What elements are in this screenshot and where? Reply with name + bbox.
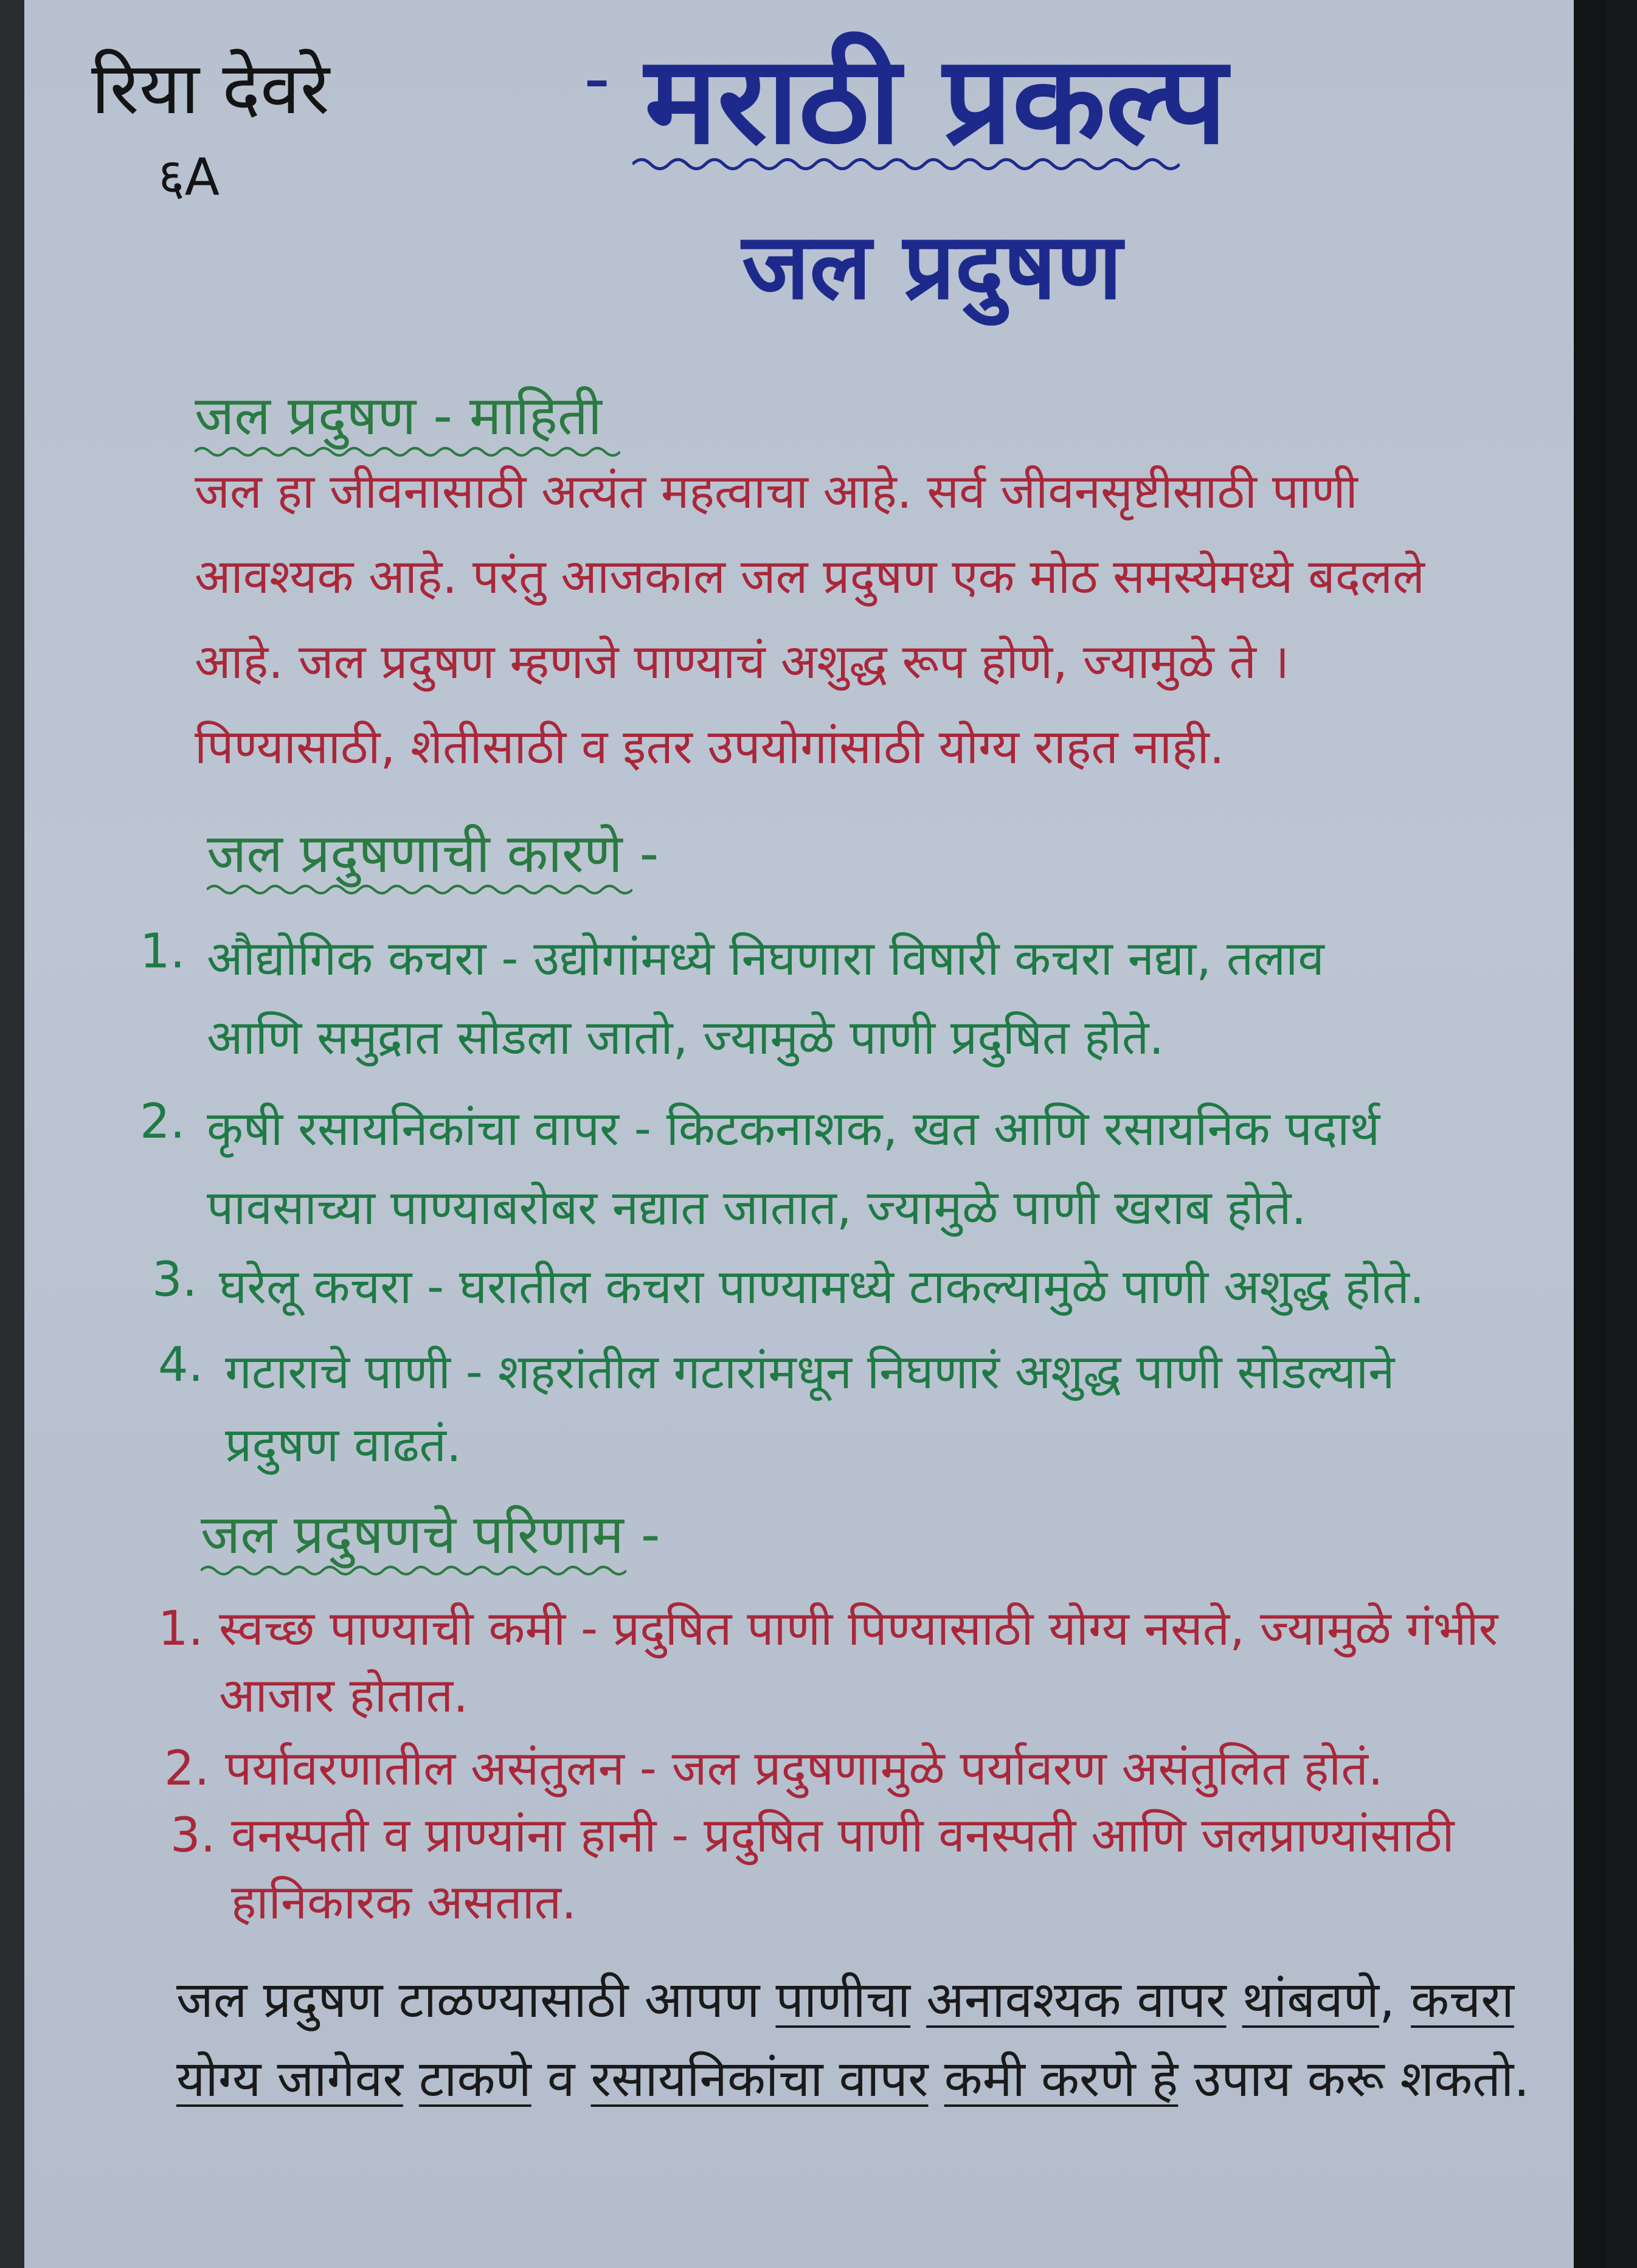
conclusion-1-text-b <box>910 1971 926 2029</box>
conclusion-2-text-d: उपाय करू शकतो. <box>1178 2050 1530 2108</box>
conclusion-2-underline-3: रसायनिकांचा वापर <box>590 2050 929 2108</box>
conclusion-2-underline-1: योग्य जागेवर <box>176 2050 403 2108</box>
conclusion-1-underline-4: कचरा <box>1411 1971 1514 2029</box>
effect-3-line-2: हानिकारक असतात. <box>231 1875 577 1930</box>
effect-1-line-2: आजार होतात. <box>219 1668 469 1723</box>
board-edge-left <box>0 0 24 2268</box>
cause-3-line-1: घरेलू कचरा - घरातील कचरा पाण्यामध्ये टाकल्यामुळे पाणी अशुद्ध होते. <box>219 1260 1425 1315</box>
effect-3-number: 3. <box>170 1808 216 1863</box>
cause-4-number: 4. <box>158 1338 204 1392</box>
board-edge-right <box>1574 0 1605 2268</box>
project-subtitle: जल प्रदुषण <box>742 214 1123 320</box>
cause-4-line-2: प्रदुषण वाढतं. <box>225 1418 462 1473</box>
cause-2-line-1: कृषी रसायनिकांचा वापर - किटकनाशक, खत आणि रसायनिक पदार्थ <box>207 1102 1380 1156</box>
cause-1-line-2: आणि समुद्रात सोडला जातो, ज्यामुळे पाणी प्रदुषित होते. <box>207 1011 1165 1065</box>
cause-2-line-2: पावसाच्या पाण्याबरोबर नद्यात जातात, ज्यामुळे पाणी खराब होते. <box>207 1181 1307 1236</box>
effects-heading-wave <box>201 1561 626 1580</box>
title-underline-wave <box>632 152 1180 176</box>
cause-2-number: 2. <box>140 1094 185 1149</box>
class-label: ६A <box>158 147 220 207</box>
info-line-2: आवश्यक आहे. परंतु आजकाल जल प्रदुषण एक मोठ समस्येमध्ये बदलले <box>195 550 1425 604</box>
conclusion-line-2 <box>176 2043 1529 2111</box>
conclusion-1-underline-1: पाणीचा <box>775 1971 911 2029</box>
effect-2-line-1: पर्यावरणातील असंतुलन - जल प्रदुषणामुळे पर्यावरण असंतुलित होतं. <box>225 1741 1383 1796</box>
cause-4-line-1: गटाराचे पाणी - शहरांतील गटारांमधून निघणारं अशुद्ध पाणी सोडल्याने <box>225 1345 1395 1400</box>
conclusion-2-text-b: व <box>531 2050 591 2108</box>
project-title: मराठी प्रकल्प <box>645 30 1227 171</box>
info-heading-wave <box>195 443 620 461</box>
info-heading: जल प्रदुषण - माहिती <box>195 384 602 447</box>
effects-heading: जल प्रदुषणचे परिणाम - <box>201 1503 660 1566</box>
conclusion-1-underline-3: थांबवणे <box>1242 1971 1379 2029</box>
info-line-1: जल हा जीवनासाठी अत्यंत महत्वाचा आहे. सर्व जीवनसृष्टीसाठी पाणी <box>195 465 1358 519</box>
effect-2-number: 2. <box>164 1741 210 1796</box>
conclusion-2-text-c <box>929 2050 944 2108</box>
effect-1-number: 1. <box>158 1602 204 1656</box>
cause-1-number: 1. <box>140 924 185 979</box>
conclusion-1-text-d: , <box>1379 1971 1411 2029</box>
conclusion-1-text-c <box>1227 1971 1242 2029</box>
effect-1-line-1: स्वच्छ पाण्याची कमी - प्रदुषित पाणी पिण्यासाठी योग्य नसते, ज्यामुळे गंभीर <box>219 1602 1498 1656</box>
conclusion-2-text-a <box>403 2050 419 2108</box>
conclusion-2-underline-2: टाकणे <box>418 2050 531 2108</box>
conclusion-2-underline-4: कमी करणे हे <box>944 2050 1178 2108</box>
conclusion-1-text-a: जल प्रदुषण टाळण्यासाठी आपण <box>176 1971 776 2029</box>
project-sheet <box>24 0 1605 2268</box>
conclusion-line-1 <box>176 1964 1514 2032</box>
causes-heading-wave <box>207 880 632 899</box>
cause-1-line-1: औद्योगिक कचरा - उद्योगांमध्ये निघणारा विषारी कचरा नद्या, तलाव <box>207 932 1324 986</box>
info-line-3: आहे. जल प्रदुषण म्हणजे पाण्याचं अशुद्ध रूप होणे, ज्यामुळे ते । <box>195 635 1290 690</box>
title-dash: - <box>584 36 611 121</box>
author-name: रिया देवरे <box>91 46 330 130</box>
conclusion-1-underline-2: अनावश्यक वापर <box>926 1971 1227 2029</box>
cause-3-number: 3. <box>152 1253 198 1307</box>
effect-3-line-1: वनस्पती व प्राण्यांना हानी - प्रदुषित पाणी वनस्पती आणि जलप्राण्यांसाठी <box>231 1808 1455 1863</box>
causes-heading: जल प्रदुषणाची कारणे - <box>207 822 659 885</box>
info-line-4: पिण्यासाठी, शेतीसाठी व इतर उपयोगांसाठी योग्य राहत नाही. <box>195 720 1225 775</box>
